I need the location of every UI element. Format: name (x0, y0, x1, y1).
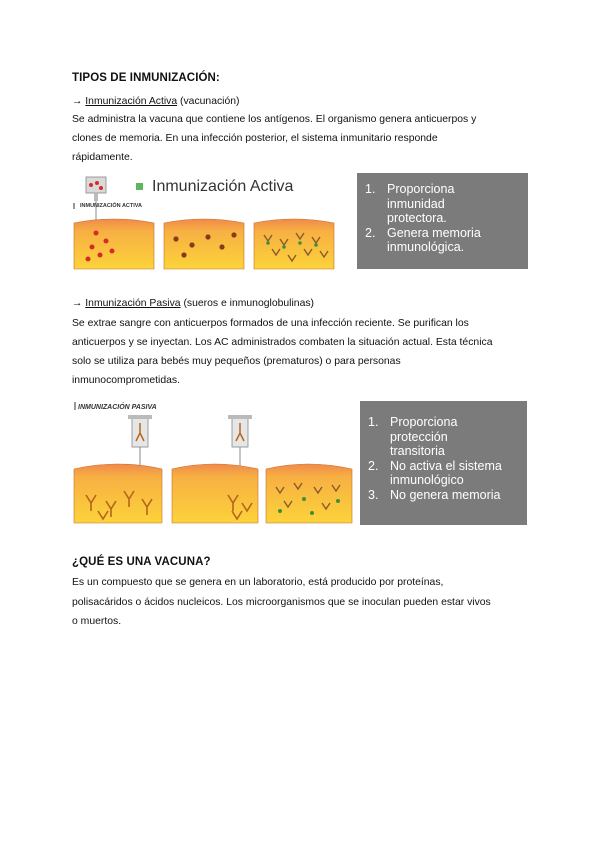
active-figure-svg (72, 175, 344, 270)
active-figure-title: Inmunización Activa (152, 178, 294, 195)
vacuna-paragraph-line: Es un compuesto que se genera en un laboratorio, está producido por proteínas, (72, 577, 444, 588)
passive-heading (72, 298, 314, 310)
passive-paragraph-line: Se extrae sangre con anticuerpos formados de una infección reciente. Se purifican los (72, 318, 469, 329)
passive-immunization-figure (72, 399, 354, 525)
skin-block-2 (164, 219, 244, 269)
passive-paragraph-line: solo se utiliza para bebés muy pequeños (prematuros) o para personas (72, 356, 401, 367)
active-properties-panel (357, 173, 528, 269)
skin-block-2 (172, 464, 258, 523)
passive-paragraph-line: anticuerpos y se inyectan. Los AC administrados combaten la situación actual. Esta técnica (72, 337, 493, 348)
panel-item-1: 1. Proporciona protección transitoria (368, 415, 458, 458)
passive-figure-svg (72, 399, 354, 525)
vacuna-paragraph-line: o muertos. (72, 616, 122, 627)
active-link-text: Inmunización Activa (85, 96, 178, 107)
skin-block-3 (266, 464, 352, 523)
passive-suffix: (sueros e inmunoglobulinas) (180, 298, 314, 309)
passive-figure-label: INMUNIZACIÓN PASIVA (78, 404, 157, 411)
passive-link-text: Inmunización Pasiva (85, 298, 181, 309)
panel-item-1: 1. Proporciona inmunidad protectora. (365, 182, 455, 225)
skin-block-1 (74, 219, 154, 269)
panel-item-2: 2. No activa el sistema inmunológico (368, 458, 502, 487)
vacuna-paragraph-line: polisacáridos o ácidos nucleicos. Los microorganismos que se inoculan pueden estar vivos (72, 597, 491, 608)
active-paragraph-line: clones de memoria. En una infección posterior, el sistema inmunitario responde (72, 133, 438, 144)
active-paragraph-line: Se administra la vacuna que contiene los antígenos. El organismo genera anticuerpos y (72, 114, 477, 125)
skin-block-3 (254, 219, 334, 269)
arrow-glyph: → (72, 96, 86, 107)
panel-item-3: 3. No genera memoria (368, 487, 501, 502)
passive-paragraph-line: inmunocomprometidas. (72, 375, 180, 386)
section-title-vacuna: ¿QUÉ ES UNA VACUNA? (72, 556, 211, 568)
active-figure-label: INMUNIZACIÓN ACTIVA (80, 203, 143, 209)
active-heading (72, 96, 240, 108)
active-immunization-figure (72, 175, 344, 270)
skin-block-1 (74, 464, 162, 523)
section-title-tipos: TIPOS DE INMUNIZACIÓN: (72, 72, 220, 84)
arrow-glyph: → (72, 298, 86, 309)
active-paragraph-line: rápidamente. (72, 152, 133, 163)
passive-properties-panel (360, 401, 527, 525)
green-bullet-icon (136, 183, 143, 190)
panel-item-2: 2. Genera memoria inmunológica. (365, 225, 481, 254)
active-suffix: (vacunación) (177, 96, 240, 107)
